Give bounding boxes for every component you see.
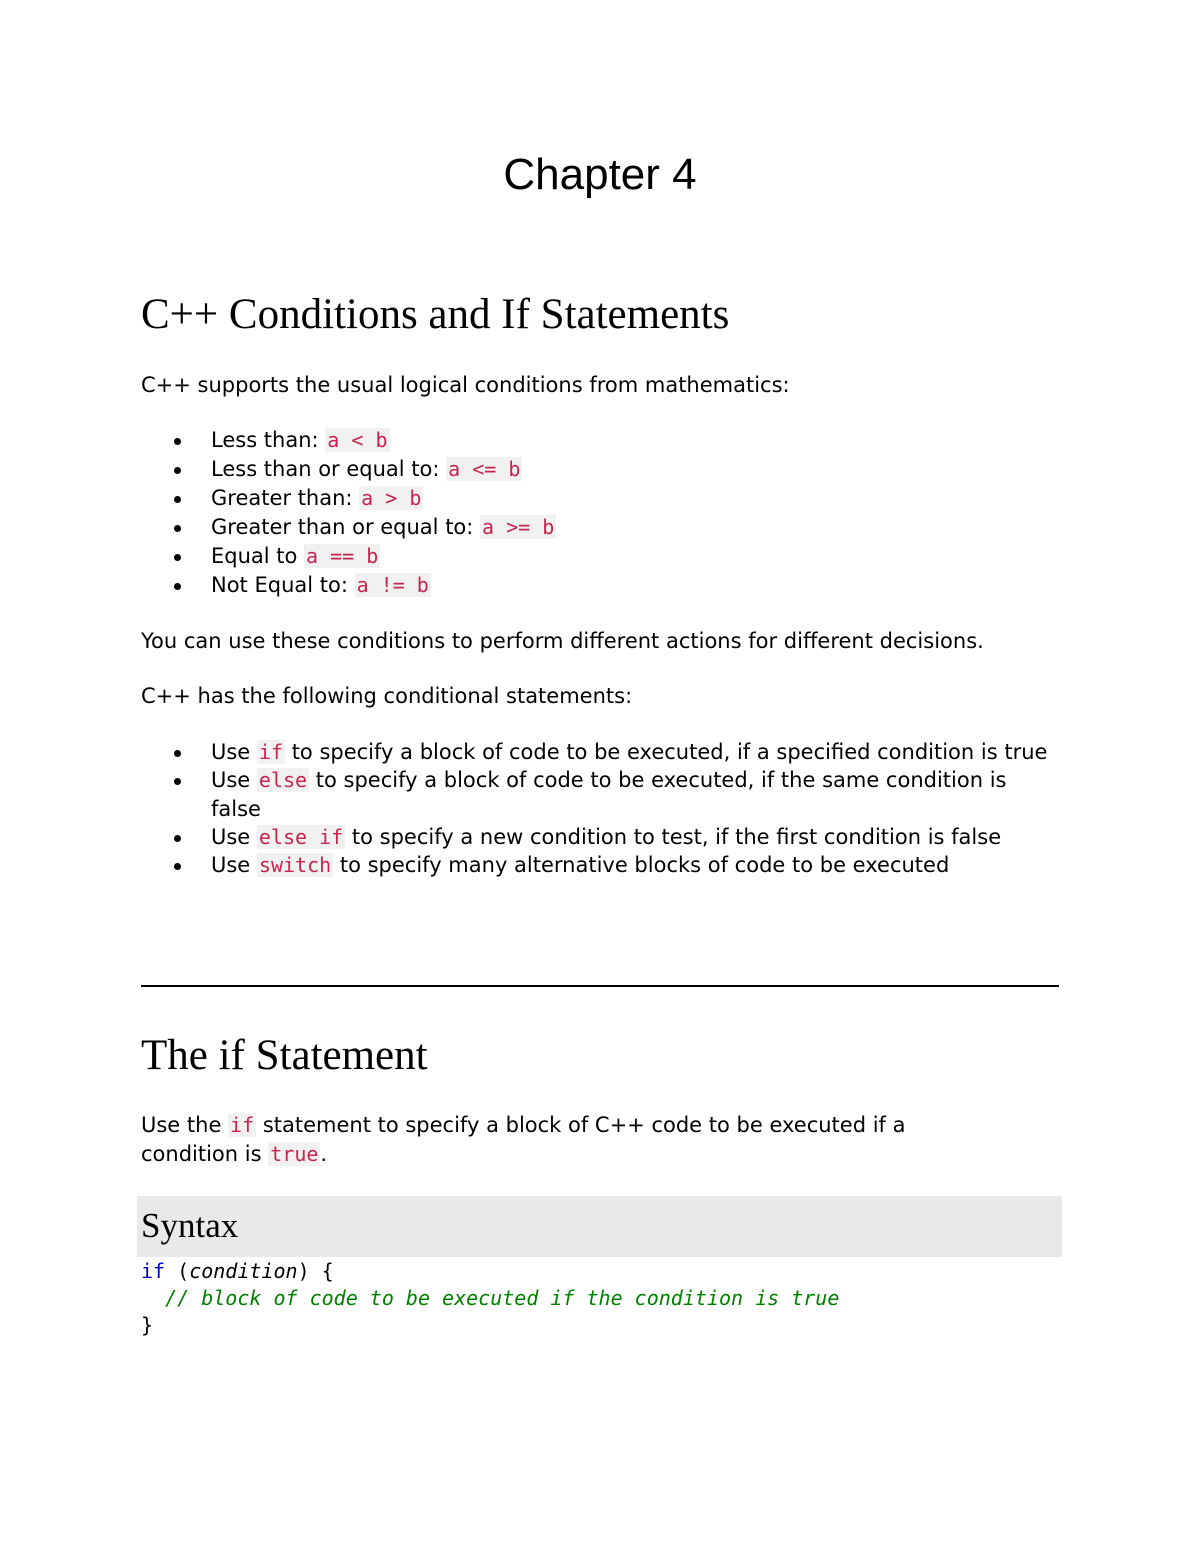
paragraph-actions: You can use these conditions to perform different actions for different decisions.: [141, 629, 984, 653]
inline-code: if: [230, 1113, 255, 1137]
inline-code: a > b: [361, 486, 422, 510]
list-item: Not Equal to: a != b: [141, 571, 1071, 600]
intro-paragraph: C++ supports the usual logical conditions from mathematics:: [141, 373, 790, 397]
list-item: Use switch to specify many alternative blocks of code to be executed: [141, 851, 1059, 880]
bullet-icon: [174, 554, 181, 561]
inline-code: a <= b: [448, 457, 521, 481]
code-block: [141, 1258, 839, 1339]
section-heading-if-statement: The if Statement: [141, 1032, 428, 1079]
list-item: Use else if to specify a new condition to test, if the first condition is false: [141, 823, 1059, 852]
list-item: Greater than or equal to: a >= b: [141, 513, 1071, 542]
syntax-header-box: [137, 1196, 1062, 1257]
code-line: [141, 1285, 839, 1312]
code-line: }: [141, 1313, 154, 1337]
list-item: Use if to specify a block of code to be executed, if a specified condition is true: [141, 738, 1059, 767]
paragraph-statements-intro: C++ has the following conditional statements:: [141, 684, 633, 708]
horizontal-divider: [141, 985, 1059, 987]
statements-list: [141, 738, 1059, 879]
inline-code: else if: [258, 825, 344, 849]
inline-code: true: [270, 1142, 319, 1166]
inline-code: a >= b: [482, 515, 555, 539]
bullet-icon: [174, 583, 181, 590]
bullet-icon: [174, 778, 181, 785]
inline-code: if: [258, 740, 284, 764]
conditions-list: [141, 426, 1071, 600]
list-item: Equal to a == b: [141, 542, 1071, 571]
inline-code: else: [258, 768, 308, 792]
code-placeholder: condition: [189, 1259, 298, 1283]
inline-code: switch: [258, 853, 332, 877]
bullet-icon: [174, 835, 181, 842]
inline-code: a == b: [306, 544, 379, 568]
code-comment: // block of code to be executed if the condition is true: [141, 1286, 840, 1310]
code-line: if (condition) {: [141, 1259, 334, 1283]
list-item: Greater than: a > b: [141, 484, 1071, 513]
list-item: Less than or equal to: a <= b: [141, 455, 1071, 484]
bullet-icon: [174, 525, 181, 532]
bullet-icon: [174, 863, 181, 870]
bullet-icon: [174, 438, 181, 445]
list-item: Less than: a < b: [141, 426, 1071, 455]
inline-code: a < b: [327, 428, 388, 452]
chapter-title: Chapter 4: [503, 150, 697, 199]
syntax-title: Syntax: [141, 1206, 239, 1245]
bullet-icon: [174, 750, 181, 757]
code-keyword: if: [141, 1259, 166, 1283]
section-heading-conditions: C++ Conditions and If Statements: [141, 291, 730, 338]
inline-code: a != b: [356, 573, 429, 597]
if-statement-paragraph: Use the if statement to specify a block of C++ code to be executed if a condition is true.: [141, 1113, 906, 1166]
bullet-icon: [174, 467, 181, 474]
list-item: Use else to specify a block of code to be executed, if the same condition is false: [141, 766, 1059, 824]
bullet-icon: [174, 496, 181, 503]
